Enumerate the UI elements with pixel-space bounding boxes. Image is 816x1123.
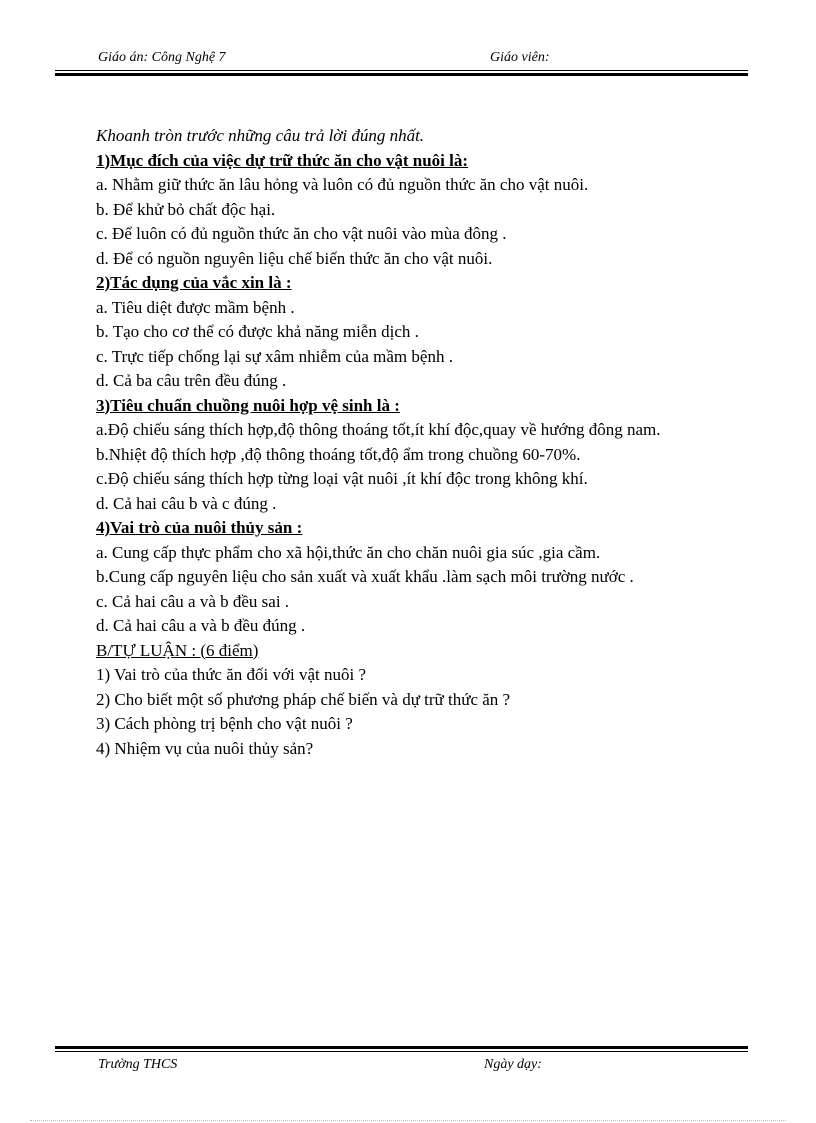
instruction: Khoanh tròn trước những câu trả lời đúng nhất. <box>96 126 425 145</box>
essay-item: 2) Cho biết một số phương pháp chế biến và dự trữ thức ăn ? <box>96 689 511 709</box>
question-title: 2)Tác dụng của vắc xin là : <box>96 273 292 292</box>
option: b.Cung cấp nguyên liệu cho sản xuất và xuất khẩu .làm sạch môi trường nước . <box>96 567 634 586</box>
essay-item: 1) Vai trò của thức ăn đối với vật nuôi ? <box>96 665 366 684</box>
option: b. Để khử bỏ chất độc hại. <box>96 199 276 219</box>
exam-content <box>96 124 736 761</box>
question-1 <box>96 149 736 272</box>
option: c.Độ chiếu sáng thích hợp từng loại vật nuôi ,ít khí độc trong không khí. <box>96 469 588 488</box>
question-title: 4)Vai trò của nuôi thủy sản : <box>96 518 303 537</box>
option: d. Để có nguồn nguyên liệu chế biến thức ăn cho vật nuôi. <box>96 248 493 268</box>
footer-right: Ngày dạy: <box>484 1057 542 1072</box>
option: d. Cả hai câu b và c đúng . <box>96 493 277 513</box>
option: d. Cả hai câu a và b đều đúng . <box>96 616 306 635</box>
footer-left: Trường THCS <box>98 1057 178 1072</box>
option: a.Độ chiếu sáng thích hợp,độ thông thoáng tốt,ít khí độc,quay về hướng đông nam. <box>96 420 661 439</box>
option: b.Nhiệt độ thích hợp ,độ thông thoáng tốt,độ ẩm trong chuồng 60-70%. <box>96 444 581 464</box>
option: c. Trực tiếp chống lại sự xâm nhiễm của mầm bệnh . <box>96 346 453 366</box>
header-left: Giáo án: Công Nghệ 7 <box>98 50 226 65</box>
option: b. Tạo cho cơ thể có được khả năng miễn dịch . <box>96 322 419 341</box>
footer-rule-thin <box>55 1051 748 1052</box>
header-right: Giáo viên: <box>490 50 550 65</box>
essay-item: 4) Nhiệm vụ của nuôi thủy sản? <box>96 738 314 758</box>
header-rule-thick <box>55 73 748 76</box>
question-3 <box>96 394 736 517</box>
option: a. Tiêu diệt được mầm bệnh . <box>96 297 295 317</box>
option: a. Nhằm giữ thức ăn lâu hỏng và luôn có đủ nguồn thức ăn cho vật nuôi. <box>96 175 589 194</box>
option: d. Cả ba câu trên đều đúng . <box>96 371 287 390</box>
question-title: 3)Tiêu chuẩn chuồng nuôi hợp vệ sinh là : <box>96 395 400 415</box>
page-bottom-border <box>30 1120 786 1121</box>
question-2 <box>96 271 736 394</box>
question-4 <box>96 516 736 639</box>
option: c. Cả hai câu a và b đều sai . <box>96 591 290 611</box>
essay-title: B/TỰ LUẬN : (6 điểm) <box>96 640 259 660</box>
option: a. Cung cấp thực phẩm cho xã hội,thức ăn cho chăn nuôi gia súc ,gia cầm. <box>96 542 601 562</box>
essay-item: 3) Cách phòng trị bệnh cho vật nuôi ? <box>96 714 353 733</box>
essay-section <box>96 639 736 762</box>
header-rule-thin <box>55 70 748 71</box>
option: c. Để luôn có đủ nguồn thức ăn cho vật nuôi vào mùa đông . <box>96 224 507 243</box>
footer-rule-thick <box>55 1046 748 1049</box>
question-title: 1)Mục đích của việc dự trữ thức ăn cho vật nuôi là: <box>96 150 469 170</box>
